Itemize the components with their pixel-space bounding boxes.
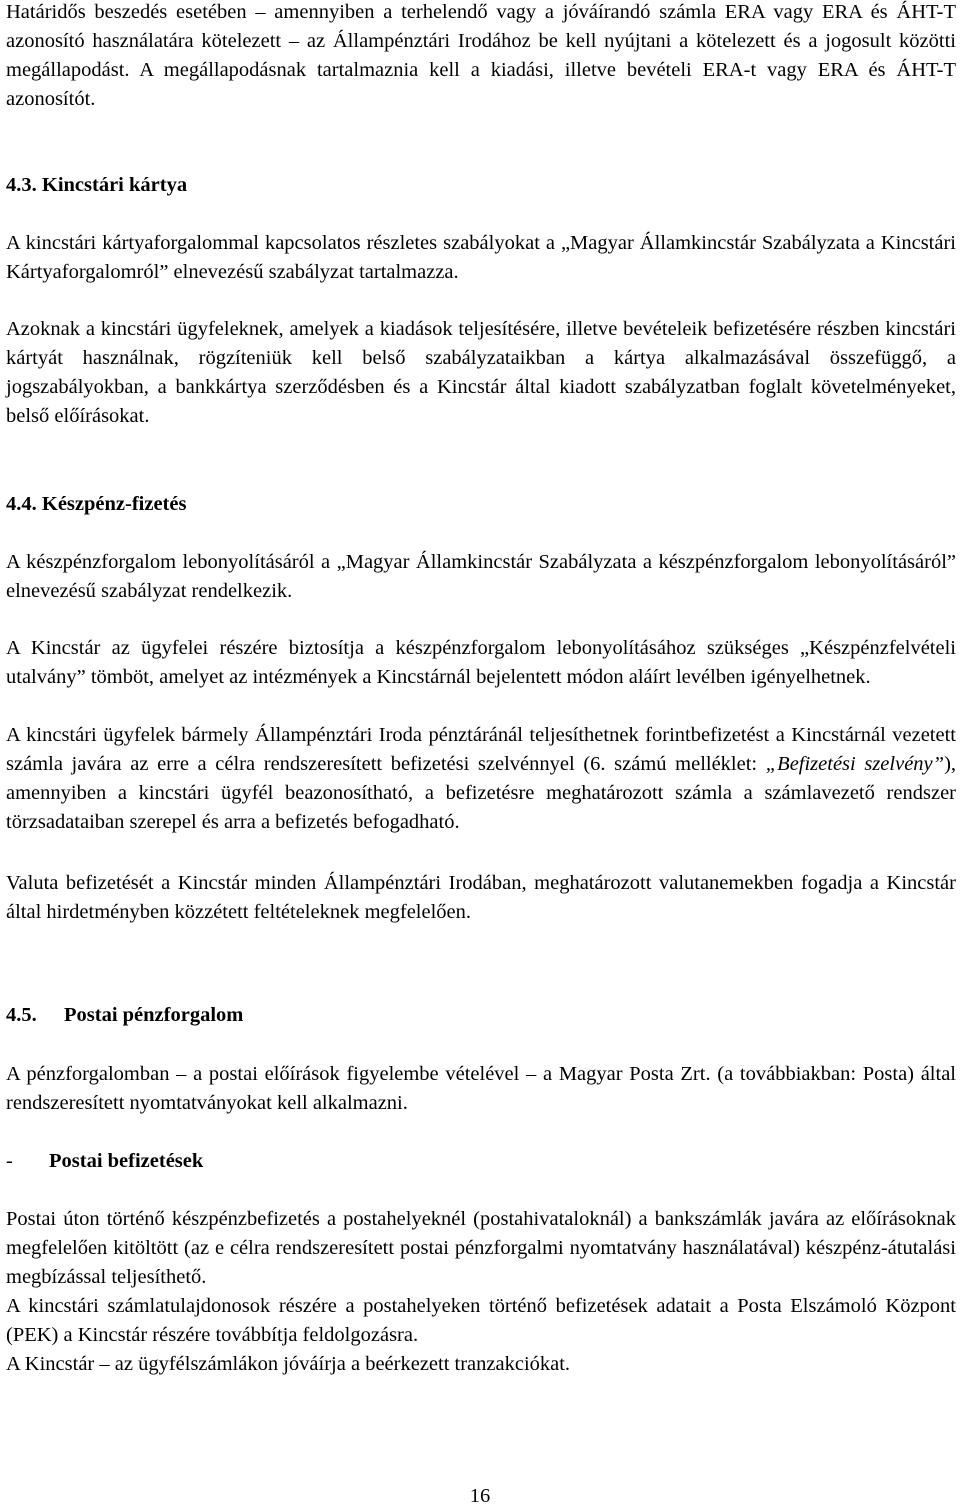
paragraph-keszpenz-3-part-b: ), amennyiben a kincstári ügyfél beazonosítható, a befizetésre meghatározott számla a számlavezető rendszer törzsadataiban szerepel és arra a befizetés befogadható. [6, 753, 957, 833]
paragraph-keszpenz-3-part-a: A kincstári ügyfelek bármely Állampénztári Iroda pénztáránál teljesíthetnek forintbefizetést a Kincstárnál vezetett számla javára az erre a célra rendszeresített befizetési szelvénnyel (6. számú melléklet: [6, 724, 956, 775]
subheading-postai-befizetesek [6, 1147, 956, 1176]
paragraph-befizetes-1: Postai úton történő készpénzbefizetés a postahelyeknél (postahivataloknál) a bankszámlák javára az előírásoknak megfelelően kitöltött (az e célra rendszeresített postai pénzforgalmi nyomtatvány használatával) készpénz-átutalási megbízással teljesíthető. [6, 1208, 956, 1288]
heading-4-5-number: 4.5. [6, 1004, 37, 1026]
paragraph-befizetes-2: A kincstári számlatulajdonosok részére a postahelyeken történő befizetések adatait a Posta Elszámoló Központ (PEK) a Kincstár részére továbbítja feldolgozásra. [6, 1295, 956, 1346]
heading-4-5 [6, 1001, 956, 1030]
subheading-title: Postai befizetések [49, 1150, 204, 1172]
page-number: 16 [469, 1485, 491, 1507]
heading-4-4: 4.4. Készpénz-fizetés [6, 493, 187, 515]
paragraph-posta-1: A pénzforgalomban – a postai előírások figyelembe vételével – a Magyar Posta Zrt. (a továbbiakban: Posta) által rendszeresített nyomtatványokat kell alkalmazni. [6, 1063, 956, 1114]
heading-4-3: 4.3. Kincstári kártya [6, 174, 188, 196]
heading-4-5-title: Postai pénzforgalom [64, 1004, 244, 1026]
paragraph-kartya-2: Azoknak a kincstári ügyfeleknek, amelyek a kiadások teljesítésére, illetve bevételeik befizetésére részben kincstári kártyát használnak, rögzíteniük kell belső szabályzataikban a kártya alkalmazásával összefüggő, a jogszabályokban, a bankkártya szerződésben és a Kincstár által kiadott szabályzatban foglalt követelményeket, belső előírásokat. [6, 318, 956, 427]
paragraph-keszpenz-1: A készpénzforgalom lebonyolításáról a „Magyar Államkincstár Szabályzata a készpénzforgalom lebonyolításáról” elnevezésű szabályzat rendelkezik. [6, 551, 956, 602]
form-name-befizetesi-szelveny: „Befizetési szelvény” [765, 753, 945, 775]
paragraph-intro: Határidős beszedés esetében – amennyiben a terhelendő vagy a jóváírandó számla ERA vagy ERA és ÁHT-T azonosító használatára kötelezett – az Állampénztári Irodához be kell nyújtani a kötelezett és a jogosult közötti megállapodást. A megállapodásnak tartalmaznia kell a kiadási, illetve bevételi ERA-t vagy ERA és ÁHT-T azonosítót. [6, 1, 956, 110]
paragraph-kartya-1: A kincstári kártyaforgalommal kapcsolatos részletes szabályokat a „Magyar Államkincstár Szabályzata a Kincstári Kártyaforgalomról” elnevezésű szabályzat tartalmazza. [6, 232, 956, 283]
paragraph-befizetes-3: A Kincstár – az ügyfélszámlákon jóváírja a beérkezett tranzakciókat. [6, 1353, 571, 1375]
paragraph-keszpenz-3 [6, 721, 956, 837]
paragraph-keszpenz-2: A Kincstár az ügyfelei részére biztosítja a készpénzforgalom lebonyolításához szükséges „Készpénzfelvételi utalvány” tömböt, amelyet az intézmények a Kincstárnál bejelentett módon aláírt levélben igényelhetnek. [6, 637, 956, 688]
subheading-bullet: - [6, 1150, 13, 1172]
paragraph-keszpenz-4: Valuta befizetését a Kincstár minden Állampénztári Irodában, meghatározott valutanemekben fogadja a Kincstár által hirdetményben közzétett feltételeknek megfelelően. [6, 872, 956, 923]
